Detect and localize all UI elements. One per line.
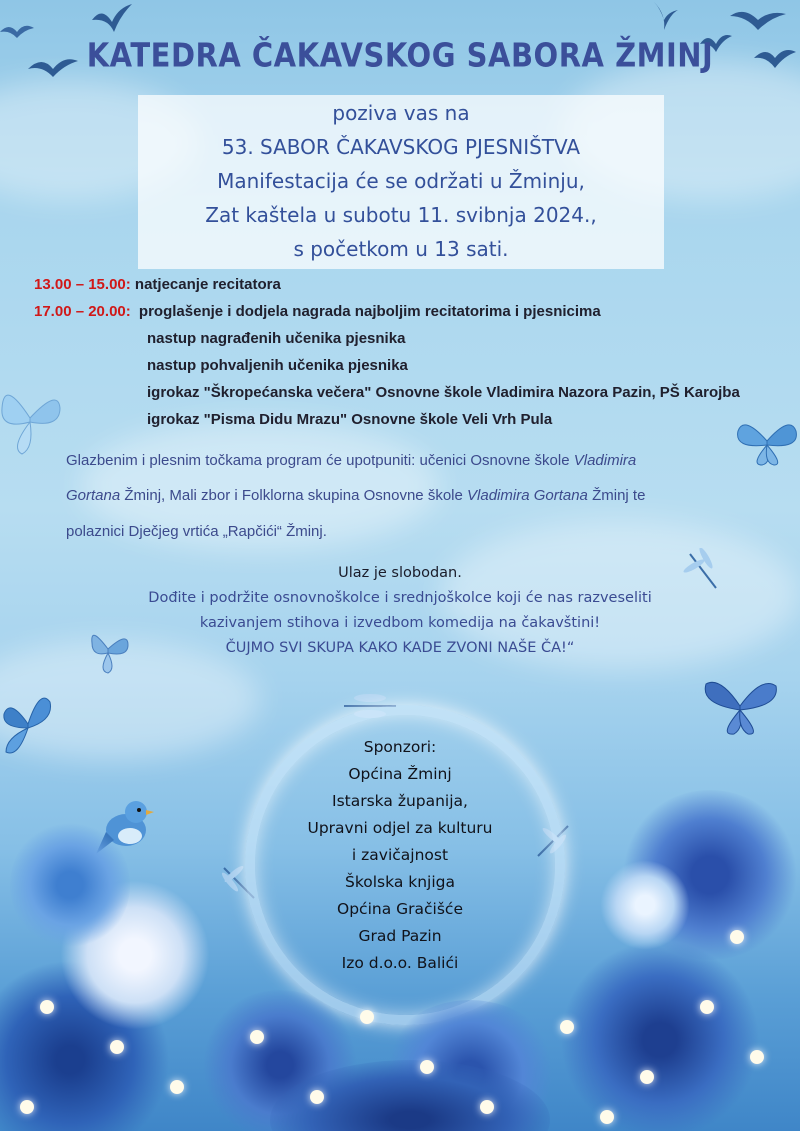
small-flower-icon: [750, 1050, 764, 1064]
slot-activity: natjecanje recitatora: [134, 276, 281, 293]
program-text-italic: Vladimira Gortana: [467, 487, 588, 504]
small-flower-icon: [360, 1010, 374, 1024]
sponsor-item: i zavičajnost: [351, 846, 449, 864]
sponsor-item: Istarska županija,: [332, 792, 468, 810]
flower-icon: [10, 820, 130, 950]
free-entry: Ulaz je slobodan.: [338, 565, 462, 581]
program-text: Žminj, Mali zbor i Folklorna skupina Osnovne škole: [120, 487, 468, 504]
small-flower-icon: [560, 1020, 574, 1034]
sponsors-heading: Sponzori:: [363, 738, 437, 756]
program-text-italic: Vladimira: [573, 452, 637, 469]
invite-line: Manifestacija će se održati u Žminju,: [217, 169, 585, 193]
flower-icon: [600, 860, 690, 950]
sponsor-item: Općina Žminj: [348, 765, 452, 783]
slot-activity: proglašenje i dodjela nagrada najboljim recitatorima i pjesnicima: [138, 303, 601, 320]
slot-activity: igrokaz "Pisma Didu Mrazu" Osnovne škole Veli Vrh Pula: [147, 411, 553, 428]
slogan: ČUJMO SVI SKUPA KAKO KADE ZVONI NAŠE ČA!“: [225, 640, 575, 656]
slot-activity: nastup pohvaljenih učenika pjesnika: [147, 357, 408, 374]
small-flower-icon: [420, 1060, 434, 1074]
small-flower-icon: [730, 930, 744, 944]
sponsor-item: Upravni odjel za kulturu: [307, 819, 493, 837]
butterfly-icon: [88, 625, 132, 675]
slot-time: 17.00 – 20.00:: [34, 303, 131, 320]
bird-icon: [90, 2, 134, 40]
small-flower-icon: [700, 1000, 714, 1014]
sponsor-item: Izo d.o.o. Balići: [341, 954, 459, 972]
flower-icon: [560, 940, 760, 1131]
small-flower-icon: [40, 1000, 54, 1014]
schedule-slot: [34, 276, 281, 293]
small-flower-icon: [110, 1040, 124, 1054]
program-line: polaznici Dječjeg vrtića „Rapčići“ Žminj.: [66, 523, 327, 540]
sponsor-item: Grad Pazin: [358, 927, 442, 945]
program-text-italic: Gortana: [66, 487, 121, 504]
butterfly-icon: [700, 676, 780, 738]
butterfly-icon: [0, 378, 62, 458]
small-flower-icon: [480, 1100, 494, 1114]
small-flower-icon: [640, 1070, 654, 1084]
entry-line: Dođite i podržite osnovnoškolce i srednjoškolce koji će nas razveseliti: [148, 590, 652, 606]
program-text: Žminj te: [587, 487, 646, 504]
slot-activity: igrokaz "Škropećanska večera" Osnovne škole Vladimira Nazora Pazin, PŠ Karojba: [147, 384, 740, 401]
poster-title: KATEDRA ČAKAVSKOG SABORA ŽMINJ: [86, 35, 714, 75]
invite-line: poziva vas na: [332, 101, 470, 125]
event-start-time: s početkom u 13 sati.: [293, 237, 509, 261]
sponsor-item: Školska knjiga: [344, 873, 455, 891]
invitation-box: [138, 95, 664, 269]
event-name: 53. SABOR ČAKAVSKOG PJESNIŠTVA: [221, 135, 581, 159]
sponsor-item: Općina Gračišće: [337, 900, 463, 918]
small-flower-icon: [310, 1090, 324, 1104]
program-line: [66, 487, 645, 504]
small-flower-icon: [20, 1100, 34, 1114]
bird-icon: [650, 0, 680, 34]
small-flower-icon: [170, 1080, 184, 1094]
small-flower-icon: [600, 1110, 614, 1124]
program-text: Glazbenim i plesnim točkama program će upotpuniti: učenici Osnovne škole: [66, 452, 574, 469]
slot-activity: nastup nagrađenih učenika pjesnika: [147, 330, 406, 347]
event-date: Zat kaštela u subotu 11. svibnja 2024.,: [205, 203, 597, 227]
program-line: [66, 452, 636, 469]
small-flower-icon: [250, 1030, 264, 1044]
butterfly-icon: [734, 415, 800, 467]
butterfly-icon: [0, 688, 54, 760]
slot-time: 13.00 – 15.00:: [34, 276, 131, 293]
bird-icon: [730, 6, 786, 32]
schedule-slot: [34, 303, 601, 320]
entry-line: kazivanjem stihova i izvedbom komedija na čakavštini!: [199, 615, 601, 631]
dragonfly-icon: [680, 548, 726, 594]
